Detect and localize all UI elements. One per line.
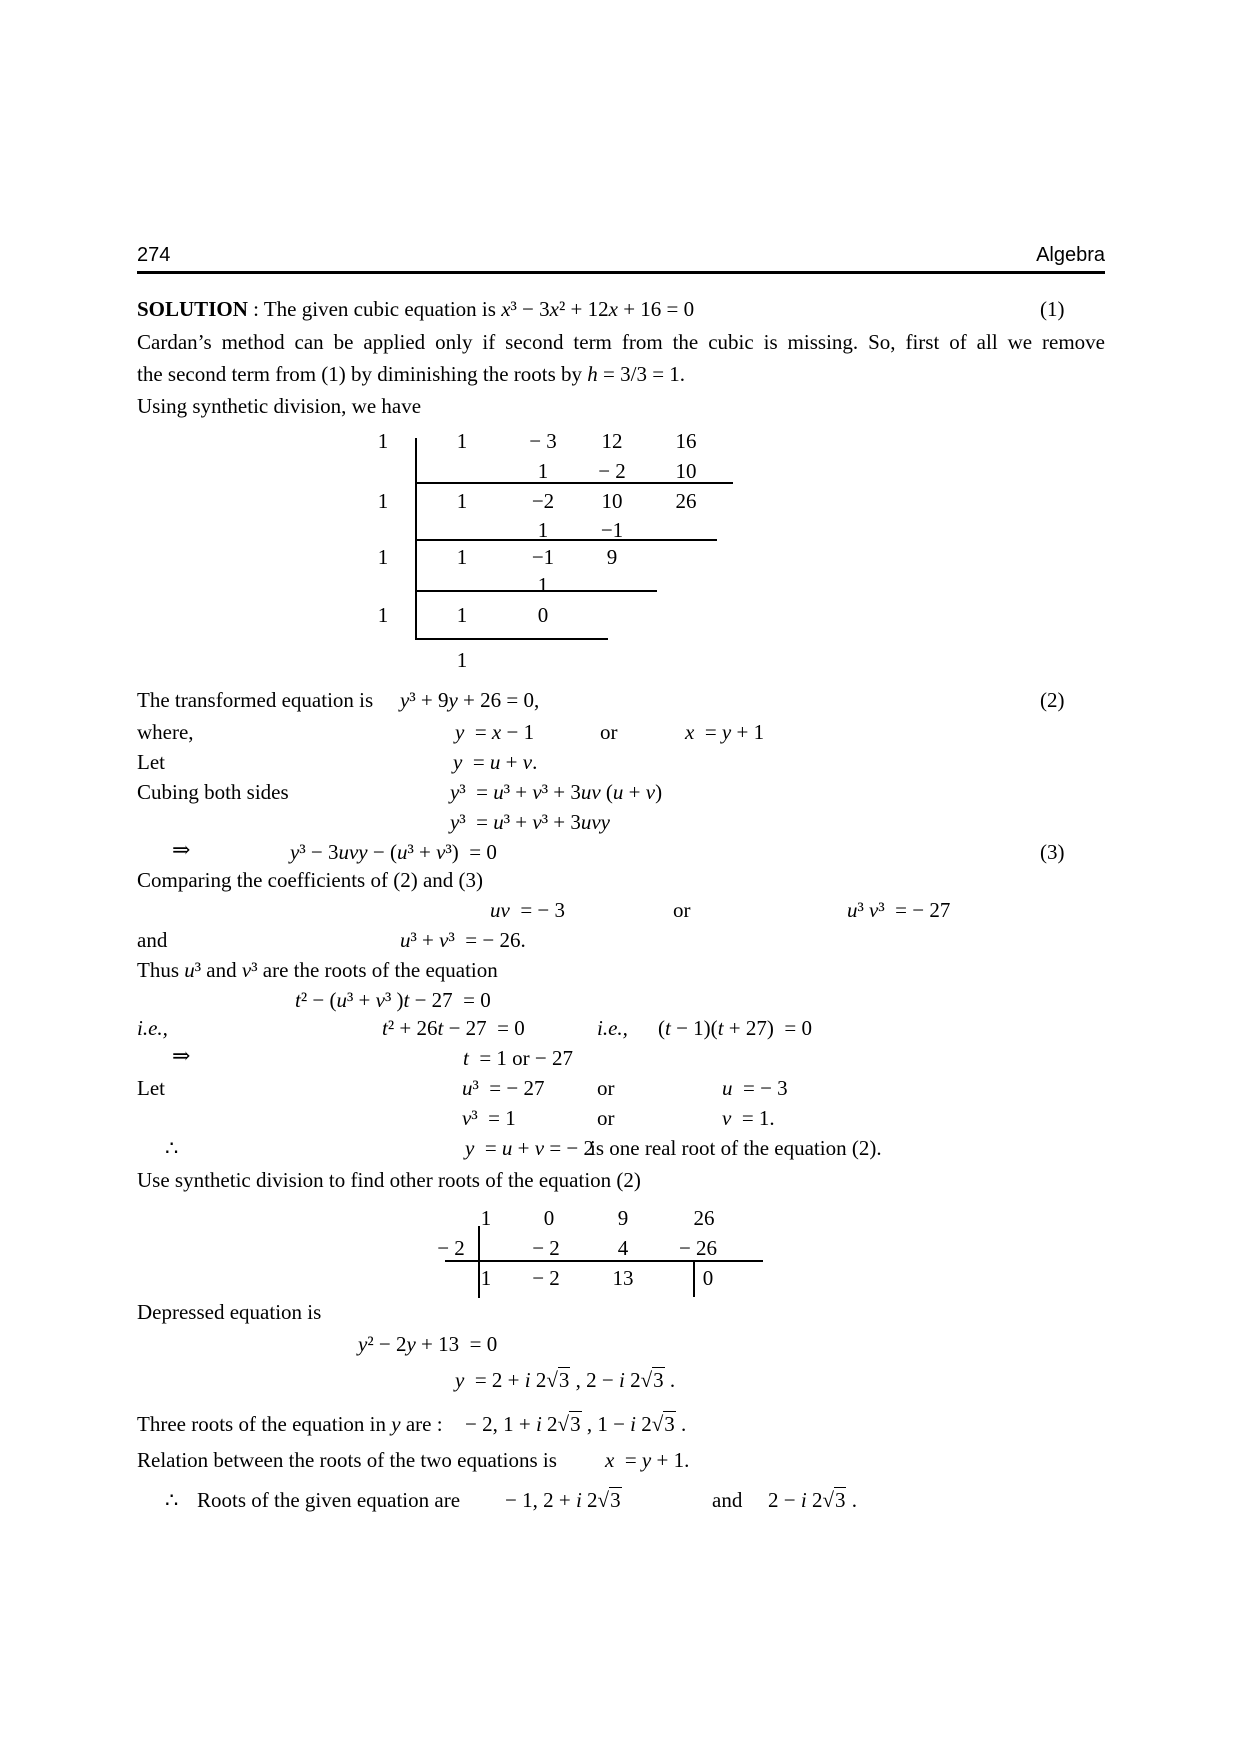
cubing-equation-2: y³ = u³ + v³ + 3uvy (450, 810, 610, 834)
u-cubed: u³ (184, 958, 202, 982)
table2-cell: 4 (617, 1236, 629, 1260)
table2-vertical-line-1 (478, 1226, 480, 1298)
table1-divisor: 1 (377, 489, 389, 513)
table1-cell: 1 (537, 459, 549, 483)
three-roots-text-1: Three roots of the equation in (137, 1412, 392, 1436)
thus-text-3: are the roots of the equation (257, 958, 498, 982)
cubing-label: Cubing both sides (137, 780, 289, 804)
table1-cell: −2 (531, 489, 555, 513)
table1-cell: 26 (675, 489, 697, 513)
using-division-line: Using synthetic division, we have (137, 394, 422, 418)
table2-divisor: − 2 (437, 1236, 465, 1260)
header-rule (137, 271, 1105, 274)
final-roots-values-2: 2 − i 2√3 . (768, 1488, 857, 1512)
thus-line (137, 958, 498, 983)
therefore-symbol-2: ∴ (165, 1488, 179, 1512)
and-word: and (712, 1488, 743, 1512)
table2-cell: − 26 (678, 1236, 718, 1260)
sum-equation: u³ + v³ = − 26. (400, 928, 526, 952)
solution-label: SOLUTION (137, 297, 248, 321)
transformed-equation: y³ + 9y + 26 = 0, (400, 688, 540, 712)
solution-line (137, 297, 694, 322)
comparing-line: Comparing the coefficients of (2) and (3) (137, 868, 483, 892)
table1-cell: 10 (675, 459, 697, 483)
uv-equation: uv = − 3 (490, 898, 566, 922)
transformed-label: The transformed equation is (137, 688, 374, 712)
table2-cell: 1 (480, 1206, 492, 1230)
and-label: and (137, 928, 168, 952)
v-equation: v = 1. (722, 1106, 775, 1130)
table2-cell: 13 (612, 1266, 634, 1290)
table2-cell: 9 (617, 1206, 629, 1230)
table1-cell: 12 (601, 429, 623, 453)
h-equation: h = 3/3 = 1. (587, 362, 686, 386)
or-word: or (673, 898, 691, 922)
table1-cell: 0 (537, 603, 549, 627)
t2-equation: t² + 26t − 27 = 0 (382, 1016, 525, 1040)
table1-cell: − 3 (529, 429, 557, 453)
y-values-equation: y = 2 + i 2√3 , 2 − i 2√3 . (455, 1368, 676, 1392)
implies-arrow-2: ⇒ (172, 1044, 191, 1069)
equation-number-3: (3) (1040, 840, 1065, 864)
table1-divisor: 1 (377, 429, 389, 453)
page-number: 274 (137, 244, 171, 266)
let-label-2: Let (137, 1076, 165, 1100)
equation-number-2: (2) (1040, 688, 1065, 712)
therefore-symbol-1: ∴ (165, 1136, 179, 1160)
table2-cell: − 2 (532, 1236, 560, 1260)
where-equation-1: y = x − 1 (455, 720, 535, 744)
final-roots-values-1: − 1, 2 + i 2√3 (505, 1488, 621, 1512)
u3v3-equation: u³ v³ = − 27 (847, 898, 951, 922)
cubing-equation-1: y³ = u³ + v³ + 3uv (u + v) (450, 780, 663, 804)
table1-cell: 1 (537, 518, 549, 542)
or-word: or (597, 1076, 615, 1100)
table1-cell: 1 (456, 648, 468, 672)
table1-cell: 1 (456, 429, 468, 453)
t-roots-equation: t = 1 or − 27 (463, 1046, 574, 1070)
table1-cell: −1 (531, 545, 555, 569)
use-division-line: Use synthetic division to find other roots of the equation (2) (137, 1168, 641, 1192)
where-label: where, (137, 720, 194, 744)
v3-equation: v³ = 1 (462, 1106, 516, 1130)
table1-cell: 16 (675, 429, 697, 453)
table2-cell: 0 (702, 1266, 714, 1290)
three-roots-text-2: are : (400, 1412, 443, 1436)
implies-equation: y³ − 3uvy − (u³ + v³) = 0 (290, 840, 497, 864)
where-equation-2: x = y + 1 (685, 720, 765, 744)
equation-number-1: (1) (1040, 297, 1065, 321)
table1-cell: 1 (456, 489, 468, 513)
table2-hline (445, 1260, 763, 1262)
table2-cell: 0 (543, 1206, 555, 1230)
depressed-label: Depressed equation is (137, 1300, 322, 1324)
table1-cell: −1 (600, 518, 624, 542)
or-word: or (597, 1106, 615, 1130)
table1-cell: 1 (456, 545, 468, 569)
cubic-equation: x³ − 3x² + 12x + 16 = 0 (501, 297, 695, 321)
let-equation: y = u + v. (453, 750, 538, 774)
second-term-line (137, 362, 685, 387)
table1-cell: − 2 (598, 459, 626, 483)
relation-equation: x = y + 1. (605, 1448, 690, 1472)
depressed-equation: y² − 2y + 13 = 0 (358, 1332, 498, 1356)
let-label-1: Let (137, 750, 165, 774)
ie-label-1: i.e., (137, 1016, 168, 1040)
table2-cell: 26 (693, 1206, 715, 1230)
table2-cell: 1 (480, 1266, 492, 1290)
implies-arrow-1: ⇒ (172, 838, 191, 863)
second-term-text: the second term from (1) by diminishing the roots by (137, 362, 588, 386)
cardan-line: Cardan’s method can be applied only if second term from the cubic is missing. So, first of all we remove (137, 330, 1105, 354)
three-roots-line (137, 1412, 443, 1437)
t-quadratic-equation: t² − (u³ + v³ )t − 27 = 0 (295, 988, 491, 1012)
ie-label-2: i.e., (597, 1016, 628, 1040)
thus-text-2: and (201, 958, 242, 982)
table2-vertical-line-2 (693, 1260, 695, 1297)
table1-hline-2 (415, 539, 717, 541)
or-word: or (600, 720, 618, 744)
three-roots-values: − 2, 1 + i 2√3 , 1 − i 2√3 . (465, 1412, 687, 1436)
header-title: Algebra (1036, 244, 1105, 266)
table1-cell: 1 (537, 573, 549, 597)
table1-divisor: 1 (377, 603, 389, 627)
table1-cell: 9 (606, 545, 618, 569)
factored-equation: (t − 1)(t + 27) = 0 (658, 1016, 812, 1040)
y-root-equation: y = u + v = − 2 (465, 1136, 595, 1160)
v-cubed: v³ (241, 958, 258, 982)
solution-text: : The given cubic equation is (247, 297, 502, 321)
y-root-text: is one real root of the equation (2). (590, 1136, 882, 1160)
table1-hline-4 (415, 638, 608, 640)
y-variable: y (391, 1412, 401, 1436)
table1-divisor: 1 (377, 545, 389, 569)
table2-cell: − 2 (532, 1266, 560, 1290)
u3-equation: u³ = − 27 (462, 1076, 545, 1100)
relation-label: Relation between the roots of the two equations is (137, 1448, 557, 1472)
table1-cell: 10 (601, 489, 623, 513)
u-equation: u = − 3 (722, 1076, 788, 1100)
final-roots-text: Roots of the given equation are (197, 1488, 461, 1512)
thus-text-1: Thus (137, 958, 185, 982)
table1-cell: 1 (456, 603, 468, 627)
table1-hline-3 (415, 590, 657, 592)
